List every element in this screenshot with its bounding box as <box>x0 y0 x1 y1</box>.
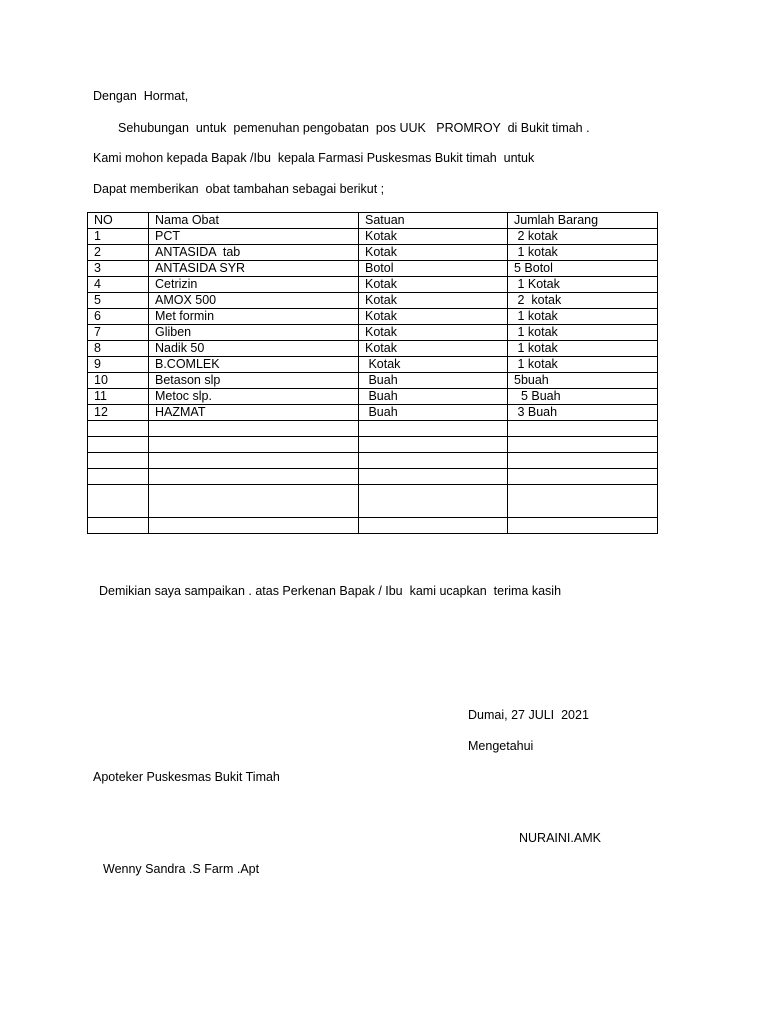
cell-jumlah: 5buah <box>508 373 658 389</box>
cell-satuan: Kotak <box>359 357 508 373</box>
table-row <box>88 229 658 245</box>
cell-no: 5 <box>88 293 149 309</box>
cell-no: 9 <box>88 357 149 373</box>
cell-jumlah: 1 kotak <box>508 309 658 325</box>
cell-nama-obat: Met formin <box>149 309 359 325</box>
cell-satuan: Buah <box>359 405 508 421</box>
table-header-row <box>88 213 658 229</box>
cell-jumlah: 1 kotak <box>508 357 658 373</box>
cell-satuan: Kotak <box>359 229 508 245</box>
empty-table-row <box>88 421 658 437</box>
empty-table-row <box>88 453 658 469</box>
right-signatory-name: NURAINI.AMK <box>519 831 601 845</box>
cell-satuan: Kotak <box>359 325 508 341</box>
cell-satuan: Buah <box>359 389 508 405</box>
cell-satuan: Buah <box>359 373 508 389</box>
request-paragraph: Kami mohon kepada Bapak /Ibu kepala Farmasi Puskesmas Bukit timah untuk <box>93 151 535 165</box>
cell-jumlah: 1 kotak <box>508 245 658 261</box>
cell-no: 10 <box>88 373 149 389</box>
cell-jumlah: 2 kotak <box>508 229 658 245</box>
header-jumlah-barang: Jumlah Barang <box>508 213 658 229</box>
table-row <box>88 277 658 293</box>
table-row <box>88 357 658 373</box>
cell-nama-obat: ANTASIDA tab <box>149 245 359 261</box>
cell-nama-obat: Metoc slp. <box>149 389 359 405</box>
cell-jumlah: 1 kotak <box>508 325 658 341</box>
cell-no: 1 <box>88 229 149 245</box>
cell-jumlah: 1 kotak <box>508 341 658 357</box>
cell-satuan: Kotak <box>359 309 508 325</box>
cell-no: 8 <box>88 341 149 357</box>
cell-jumlah: 2 kotak <box>508 293 658 309</box>
table-row <box>88 373 658 389</box>
cell-satuan: Kotak <box>359 245 508 261</box>
cell-satuan: Kotak <box>359 341 508 357</box>
cell-nama-obat: Gliben <box>149 325 359 341</box>
medicine-table <box>87 212 658 534</box>
table-row <box>88 245 658 261</box>
cell-jumlah: 5 Botol <box>508 261 658 277</box>
header-nama-obat: Nama Obat <box>149 213 359 229</box>
closing-paragraph: Demikian saya sampaikan . atas Perkenan Bapak / Ibu kami ucapkan terima kasih <box>99 584 562 598</box>
cell-no: 6 <box>88 309 149 325</box>
list-intro: Dapat memberikan obat tambahan sebagai berikut ; <box>93 182 385 196</box>
header-no: NO <box>88 213 149 229</box>
empty-table-row <box>88 485 658 518</box>
cell-nama-obat: B.COMLEK <box>149 357 359 373</box>
greeting: Dengan Hormat, <box>93 89 189 103</box>
table-row <box>88 309 658 325</box>
cell-no: 2 <box>88 245 149 261</box>
cell-nama-obat: PCT <box>149 229 359 245</box>
cell-no: 4 <box>88 277 149 293</box>
cell-jumlah: 3 Buah <box>508 405 658 421</box>
cell-no: 12 <box>88 405 149 421</box>
cell-jumlah: 1 Kotak <box>508 277 658 293</box>
left-signatory-name: Wenny Sandra .S Farm .Apt <box>103 862 260 876</box>
cell-satuan: Kotak <box>359 293 508 309</box>
cell-nama-obat: Betason slp <box>149 373 359 389</box>
cell-nama-obat: AMOX 500 <box>149 293 359 309</box>
table-row <box>88 293 658 309</box>
left-signatory-role: Apoteker Puskesmas Bukit Timah <box>93 770 280 784</box>
empty-table-row <box>88 437 658 453</box>
table-row <box>88 405 658 421</box>
cell-no: 11 <box>88 389 149 405</box>
table-row <box>88 389 658 405</box>
cell-nama-obat: ANTASIDA SYR <box>149 261 359 277</box>
cell-satuan: Kotak <box>359 277 508 293</box>
place-date: Dumai, 27 JULI 2021 <box>468 708 589 722</box>
table-row <box>88 261 658 277</box>
acknowledged-label: Mengetahui <box>468 739 534 753</box>
cell-nama-obat: Nadik 50 <box>149 341 359 357</box>
cell-nama-obat: Cetrizin <box>149 277 359 293</box>
header-satuan: Satuan <box>359 213 508 229</box>
cell-no: 3 <box>88 261 149 277</box>
cell-no: 7 <box>88 325 149 341</box>
table-row <box>88 341 658 357</box>
empty-table-row <box>88 469 658 485</box>
empty-table-row <box>88 518 658 534</box>
cell-nama-obat: HAZMAT <box>149 405 359 421</box>
intro-paragraph: Sehubungan untuk pemenuhan pengobatan pos UUK PROMROY di Bukit timah . <box>118 121 590 135</box>
table-row <box>88 325 658 341</box>
cell-satuan: Botol <box>359 261 508 277</box>
cell-jumlah: 5 Buah <box>508 389 658 405</box>
